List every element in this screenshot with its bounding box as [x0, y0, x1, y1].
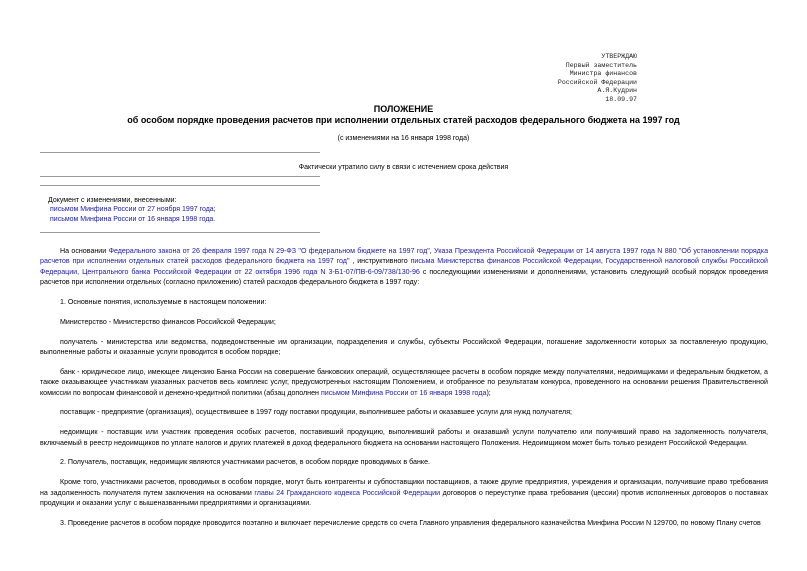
paragraph: 3. Проведение расчетов в особом порядке проводится поэтапно и включает перечисление средств со счета Главного управления федерального казначейства Минфина России N 129700, по новому Плану счетов — [60, 518, 761, 527]
approval-line: Российской Федерации — [557, 78, 637, 86]
document-link[interactable]: письма Министерства финансов Российской Федерации, Государственной налоговой службы Российской Федерации, Центрального банка Российской Федерации от 22 октября 1996 года N 3-Б1-07/ПВ-6-09/738/130-96 — [40, 257, 768, 276]
paragraph: 1. Основные понятия, используемые в настоящем положении: — [60, 298, 267, 307]
paragraph-text: На основании — [60, 247, 109, 255]
document-body — [40, 246, 768, 538]
document-link[interactable]: Федерального закона от 26 февраля 1997 года N 29-ФЗ "О федеральном бюджете на 1997 год" — [108, 247, 430, 255]
paragraph: Министерство - Министерство финансов Российской Федерации; — [60, 317, 276, 326]
document-link[interactable]: Указа Президента Российской Федерации от 14 августа 1997 года N 880 "Об установлении порядка расчетов при исполнении отдельных статей расходов федерального бюджета на 1997 год" — [40, 247, 769, 266]
change-link[interactable]: письмом Минфина России от 16 января 1998 года. — [50, 215, 216, 223]
document-link[interactable]: главы 24 Гражданского кодекса Российской Федерации — [254, 488, 441, 497]
divider — [40, 152, 320, 153]
divider — [40, 232, 320, 233]
changes-intro: Документ с изменениями, внесенными: — [48, 197, 177, 204]
paragraph: поставщик - предприятие (организация), осуществившее в 1997 году поставки продукции, выполнившее работы и оказавшее услуги для нужд получателя; — [60, 408, 573, 417]
divider — [40, 176, 320, 177]
paragraph — [40, 246, 768, 288]
approval-line: А.Я.Кудрин — [597, 87, 637, 95]
paragraph-text: ); — [486, 388, 491, 397]
paragraph: 2. Получатель, поставщик, недоимщик являются участниками расчетов, в особом порядке проводимых в банке. — [60, 458, 431, 467]
paragraph-text: банк - юридическое лицо, имеющее лицензию Банка России на совершение банковских операций, осуществляющее расчеты в особом порядке между получателями, недоимщиками и федеральным бюджетом, а также оказывающее участникам указанных расчетов весь комплекс услуг, предусмотренных настоящим Положением, и отобранное по результатам конкурса, проведенного на основании решения Правительственной комиссии по вопросам финансовой и денежно-кредитной политики (абзац дополнен — [40, 367, 768, 397]
document-subtitle: об особом порядке проведения расчетов при исполнении отдельных статей расходов федерального бюджета на 1997 год — [127, 115, 680, 125]
edition-note: (с изменениями на 16 января 1998 года) — [337, 135, 470, 142]
approval-line: Министра финансов — [569, 70, 637, 78]
paragraph: недоимщик - поставщик или участник проведения особых расчетов, поставивший продукцию, выполнивший работы и оказавший услуги получателю или получивший право на задолженность получателя, включаемый в реестр недоимщиков по уплате налогов и других платежей в доход федерального бюджета на основании настоящего Положения. Недоимщиком может быть только резидент Российской Федерации. — [40, 428, 768, 447]
paragraph-text: , — [429, 247, 435, 255]
change-link[interactable]: письмом Минфина России от 27 ноября 1997 года; — [50, 206, 216, 214]
paragraph-text: Кроме того, участниками расчетов, проводимых в особом порядке, могут быть контрагенты и субпоставщики поставщиков, а также другие предприятия, учреждения и организации, получившие право требования на задолженность получателя путем заключения на основании — [40, 478, 768, 497]
paragraph-text: , инструктивного — [349, 257, 411, 266]
paragraph-text: с последующими изменениями и дополнениями, установить следующий особый порядок проведения расчетов при исполнении отдельных (согласно приложению) статей расходов федерального бюджета в 1997 году: — [40, 267, 768, 287]
document-title: ПОЛОЖЕНИЕ — [373, 104, 434, 114]
approval-line: Первый заместитель — [565, 61, 637, 69]
paragraph — [40, 367, 768, 398]
changes-box — [48, 196, 216, 224]
approval-line: 18.09.97 — [605, 95, 637, 103]
approval-stamp — [558, 53, 637, 105]
paragraph — [40, 477, 768, 508]
document-link[interactable]: письмом Минфина России от 16 января 1998 года — [320, 388, 487, 397]
paragraph: получатель - министерства или ведомства, подведомственные им организации, подразделения и службы, субъекты Российской Федерации, погашение задолженности которых за поставленную продукцию, выполненные работы и оказанные услуги проводится в особом порядке; — [40, 337, 768, 357]
paragraph-text: договоров о переуступке права требования (цессии) против исполненных договоров о поставках продукции и оказании услуг с вышеназванными предприятиями и организациями. — [40, 488, 768, 508]
divider — [40, 185, 320, 186]
approval-line: УТВЕРЖДАЮ — [601, 53, 637, 60]
status-note: Фактически утратило силу в связи с истечением срока действия — [298, 164, 509, 171]
